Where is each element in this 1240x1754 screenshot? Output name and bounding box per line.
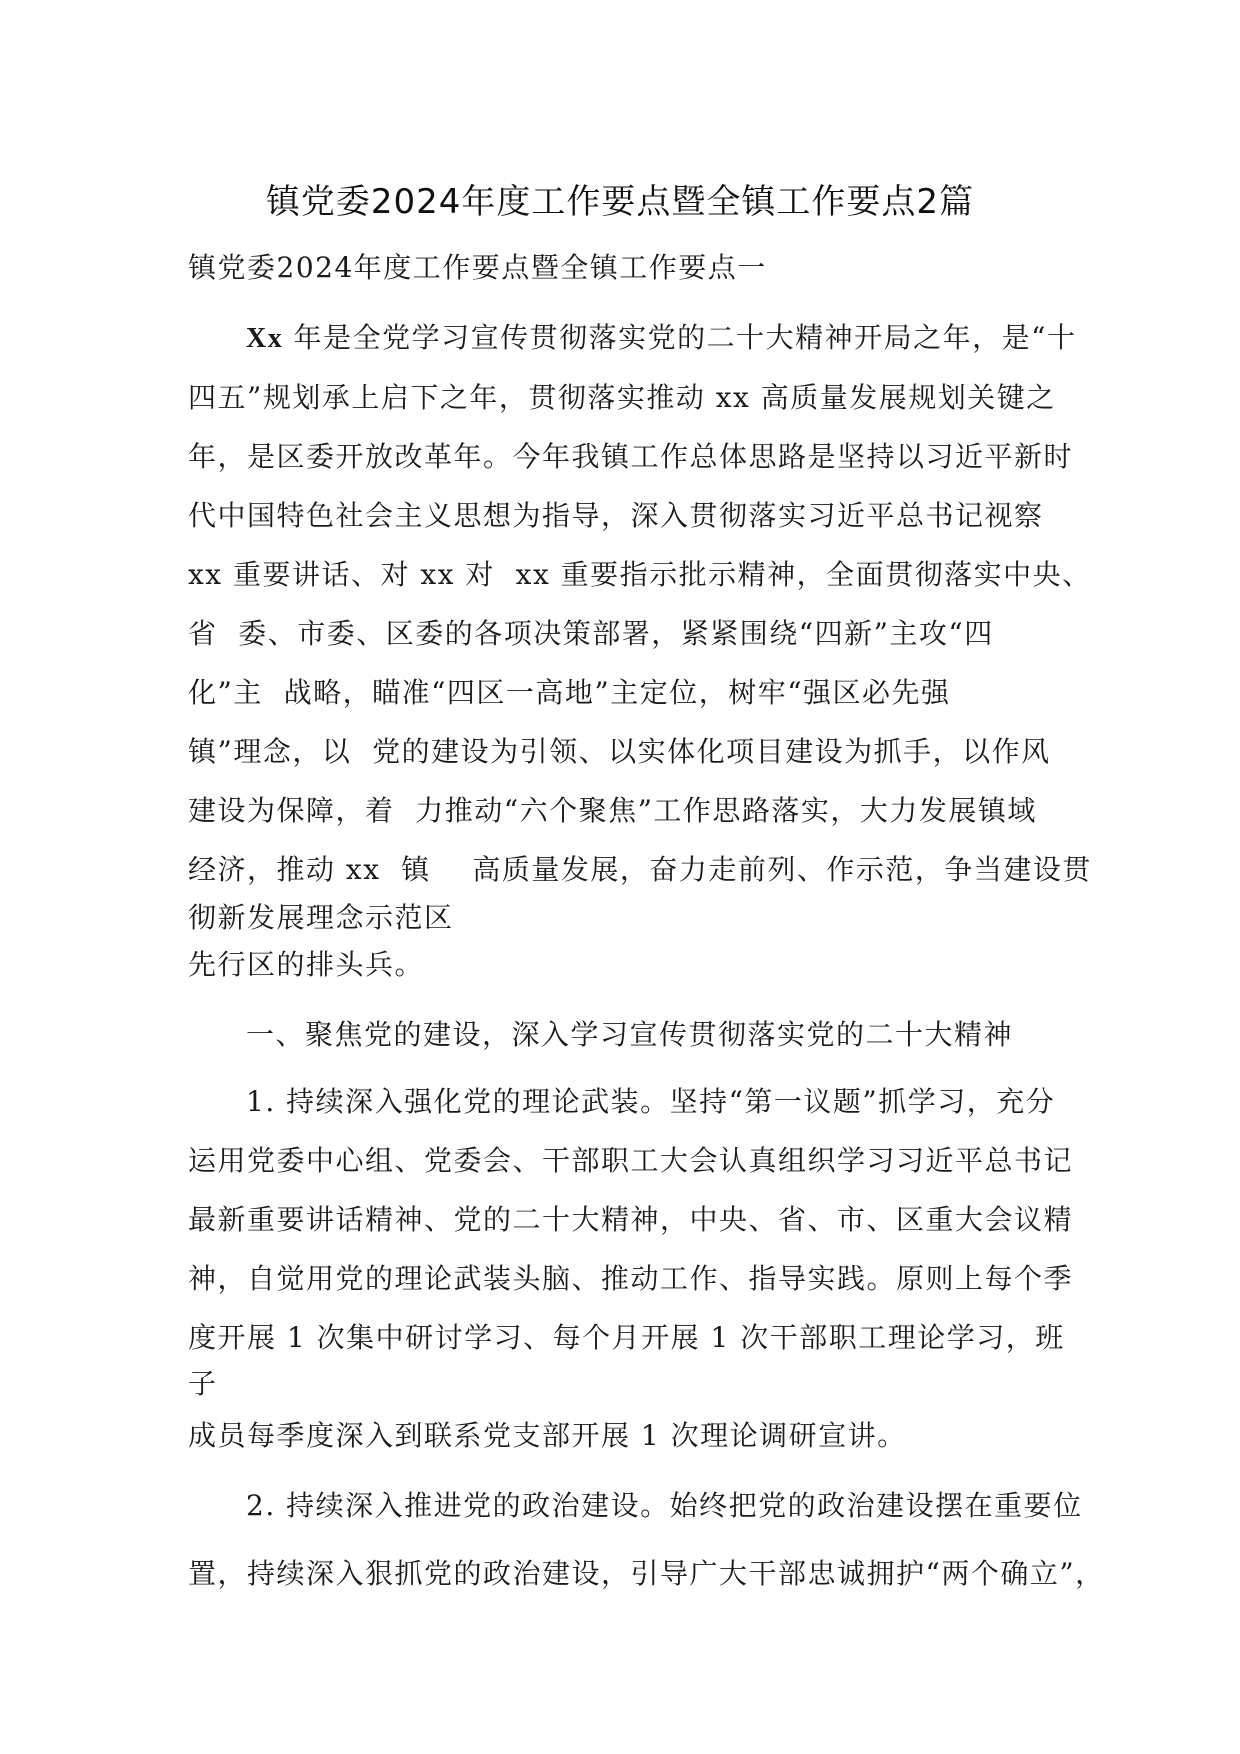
paragraph-line: 建设为保障，着 力推动“六个聚焦”工作思路落实，大力发展镇域 — [188, 794, 1037, 827]
item-line: 神，自觉用党的理论武装头脑、推动工作、指导实践。原则上每个季 — [188, 1262, 1074, 1295]
paragraph-line: 彻新发展理念示范区 — [188, 901, 454, 934]
document-subtitle: 镇党委2024年度工作要点暨全镇工作要点一 — [188, 251, 767, 284]
paragraph-line: 年，是区委开放改革年。今年我镇工作总体思路是坚持以习近平新时 — [188, 440, 1074, 473]
item-line: 运用党委中心组、党委会、干部职工大会认真组织学习习近平总书记 — [188, 1144, 1074, 1177]
paragraph-line: 先行区的排头兵。 — [188, 948, 425, 981]
item-line: 子 — [188, 1367, 218, 1400]
item-line: 最新重要讲话精神、党的二十大精神，中央、省、市、区重大会议精 — [188, 1203, 1074, 1236]
paragraph-line: 代中国特色社会主义思想为指导，深入贯彻落实习近平总书记视察 — [188, 499, 1044, 532]
paragraph-text: 年是全党学习宣传贯彻落实党的二十大精神开局之年，是“十 — [283, 321, 1077, 354]
paragraph-line: 四五”规划承上启下之年，贯彻落实推动 xx 高质量发展规划关键之 — [188, 381, 1056, 414]
paragraph-line — [246, 318, 1076, 359]
paragraph-line: 化”主 战略，瞄准“四区一高地”主定位，树牢“强区必先强 — [188, 676, 951, 709]
item-line: 度开展 1 次集中研讨学习、每个月开展 1 次干部职工理论学习，班 — [188, 1321, 1065, 1354]
document-title: 镇党委2024年度工作要点暨全镇工作要点2篇 — [265, 182, 975, 222]
item-line: 置，持续深入狠抓党的政治建设，引导广大干部忠诚拥护“两个确立”， — [188, 1557, 1105, 1590]
paragraph-line: 省 委、市委、区委的各项决策部署，紧紧围绕“四新”主攻“四 — [188, 617, 994, 650]
section-heading: 一、聚焦党的建设，深入学习宣传贯彻落实党的二十大精神 — [246, 1018, 1014, 1051]
paragraph-line: 镇”理念，以 党的建设为引领、以实体化项目建设为抓手，以作风 — [188, 735, 1051, 768]
paragraph-line: xx 重要讲话、对 xx 对 xx 重要指示批示精神，全面贯彻落实中央、 — [188, 558, 1092, 591]
item-line: 1. 持续深入强化党的理论武装。坚持“第一议题”抓学习，充分 — [246, 1085, 1056, 1118]
paragraph-line: 经济，推动 xx 镇 高质量发展，奋力走前列、作示范，争当建设贯 — [188, 853, 1092, 886]
item-line: 2. 持续深入推进党的政治建设。始终把党的政治建设摆在重要位 — [246, 1489, 1083, 1522]
item-line: 成员每季度深入到联系党支部开展 1 次理论调研宣讲。 — [188, 1419, 907, 1452]
paragraph-lead: Xx — [246, 323, 284, 354]
